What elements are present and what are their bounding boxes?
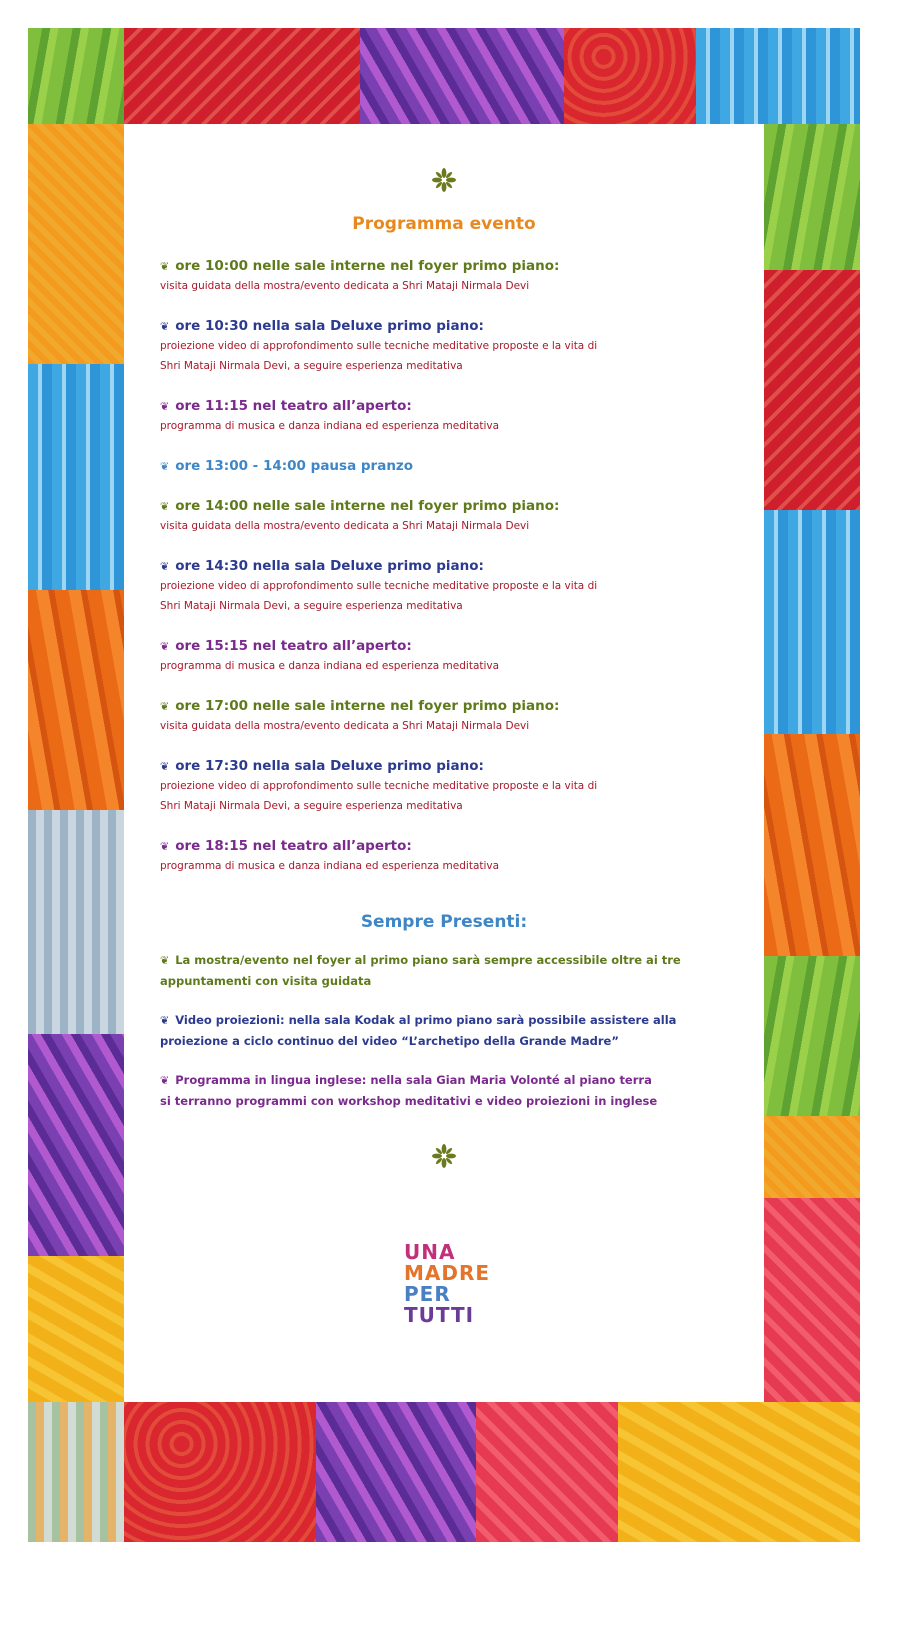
section-title: Sempre Presenti: — [360, 912, 528, 932]
logo-line: TUTTI — [404, 1303, 475, 1327]
fabric-tile — [564, 28, 696, 124]
paisley-bullet-icon: ❦ — [160, 1014, 170, 1027]
schedule-item-title: ❦ ore 11:15 nel teatro all’aperto: — [160, 398, 412, 414]
paisley-bullet-icon: ❦ — [160, 954, 170, 967]
fabric-tile — [316, 1402, 476, 1542]
schedule-item-desc: visita guidata della mostra/evento dedicata a Shri Mataji Nirmala Devi — [160, 720, 530, 732]
schedule-item-title: ❦ ore 17:30 nella sala Deluxe primo piano: — [160, 758, 484, 774]
paisley-bullet-icon: ❦ — [160, 400, 170, 413]
schedule-item-desc: Shri Mataji Nirmala Devi, a seguire esperienza meditativa — [160, 600, 463, 612]
schedule-item-desc: programma di musica e danza indiana ed esperienza meditativa — [160, 660, 500, 672]
fabric-tile — [764, 1116, 860, 1198]
fabric-tile — [28, 1034, 124, 1256]
logo-line: UNA — [404, 1240, 456, 1264]
schedule-item-title: ❦ ore 10:30 nella sala Deluxe primo piano: — [160, 318, 484, 334]
paisley-bullet-icon: ❦ — [160, 840, 170, 853]
paisley-bullet-icon: ❦ — [160, 640, 170, 653]
fabric-tile — [618, 1402, 860, 1542]
fabric-tile — [764, 270, 860, 510]
fabric-tile — [124, 28, 360, 124]
logo-line: PER — [404, 1282, 451, 1306]
fabric-tile — [764, 1198, 860, 1402]
note-item: ❦ Video proiezioni: nella sala Kodak al primo piano sarà possibile assistere alla proiezione a ciclo continuo del video “L’archetipo della Grande Madre” — [160, 1013, 677, 1048]
schedule-item-desc: programma di musica e danza indiana ed esperienza meditativa — [160, 860, 500, 872]
note-item: ❦ Programma in lingua inglese: nella sala Gian Maria Volonté al piano terra si terranno programmi con workshop meditativi e video proiezioni in inglese — [160, 1073, 658, 1108]
fabric-tile — [28, 1402, 124, 1542]
fabric-tile — [476, 1402, 618, 1542]
fabric-tile — [764, 734, 860, 956]
paisley-bullet-icon: ❦ — [160, 760, 170, 773]
fabric-tile — [764, 956, 860, 1116]
paisley-bullet-icon: ❦ — [160, 560, 170, 573]
schedule-item-desc: proiezione video di approfondimento sulle tecniche meditative proposte e la vita di — [160, 340, 598, 352]
schedule-item-desc: Shri Mataji Nirmala Devi, a seguire esperienza meditativa — [160, 360, 463, 372]
fabric-tile — [28, 124, 124, 364]
schedule-item-title: ❦ ore 10:00 nelle sale interne nel foyer primo piano: — [160, 258, 560, 274]
fabric-tile — [124, 1402, 316, 1542]
note-item: ❦ La mostra/evento nel foyer al primo piano sarà sempre accessibile oltre ai tre appuntamenti con visita guidata — [160, 953, 681, 988]
fabric-tile — [360, 28, 564, 124]
schedule-item-desc: visita guidata della mostra/evento dedicata a Shri Mataji Nirmala Devi — [160, 520, 530, 532]
fabric-tile — [696, 28, 860, 124]
schedule-item-title: ❦ ore 13:00 - 14:00 pausa pranzo — [160, 458, 414, 474]
paisley-bullet-icon: ❦ — [160, 320, 170, 333]
schedule-item-desc: programma di musica e danza indiana ed esperienza meditativa — [160, 420, 500, 432]
flower-ornament-icon — [432, 1144, 456, 1174]
paisley-bullet-icon: ❦ — [160, 1074, 170, 1087]
schedule-item-desc: proiezione video di approfondimento sulle tecniche meditative proposte e la vita di — [160, 580, 598, 592]
page-title: Programma evento — [352, 214, 536, 234]
paisley-bullet-icon: ❦ — [160, 460, 170, 473]
fabric-tile — [28, 28, 124, 124]
fabric-tile — [764, 510, 860, 734]
fabric-tile — [764, 124, 860, 270]
fabric-tile — [28, 364, 124, 590]
logo-line: MADRE — [404, 1261, 491, 1285]
logo — [404, 1242, 490, 1326]
flower-ornament-icon — [432, 168, 456, 198]
fabric-tile — [28, 1256, 124, 1402]
schedule-item-title: ❦ ore 14:30 nella sala Deluxe primo piano: — [160, 558, 484, 574]
paisley-bullet-icon: ❦ — [160, 500, 170, 513]
program-panel — [124, 124, 764, 1402]
schedule-item-desc: proiezione video di approfondimento sulle tecniche meditative proposte e la vita di — [160, 780, 598, 792]
paisley-bullet-icon: ❦ — [160, 260, 170, 273]
fabric-tile — [28, 590, 124, 810]
schedule-item-title: ❦ ore 14:00 nelle sale interne nel foyer primo piano: — [160, 498, 560, 514]
schedule-item-desc: visita guidata della mostra/evento dedicata a Shri Mataji Nirmala Devi — [160, 280, 530, 292]
schedule-item-title: ❦ ore 18:15 nel teatro all’aperto: — [160, 838, 412, 854]
fabric-tile — [28, 810, 124, 1034]
paisley-bullet-icon: ❦ — [160, 700, 170, 713]
schedule-item-title: ❦ ore 17:00 nelle sale interne nel foyer primo piano: — [160, 698, 560, 714]
schedule-item-title: ❦ ore 15:15 nel teatro all’aperto: — [160, 638, 412, 654]
schedule-item-desc: Shri Mataji Nirmala Devi, a seguire esperienza meditativa — [160, 800, 463, 812]
